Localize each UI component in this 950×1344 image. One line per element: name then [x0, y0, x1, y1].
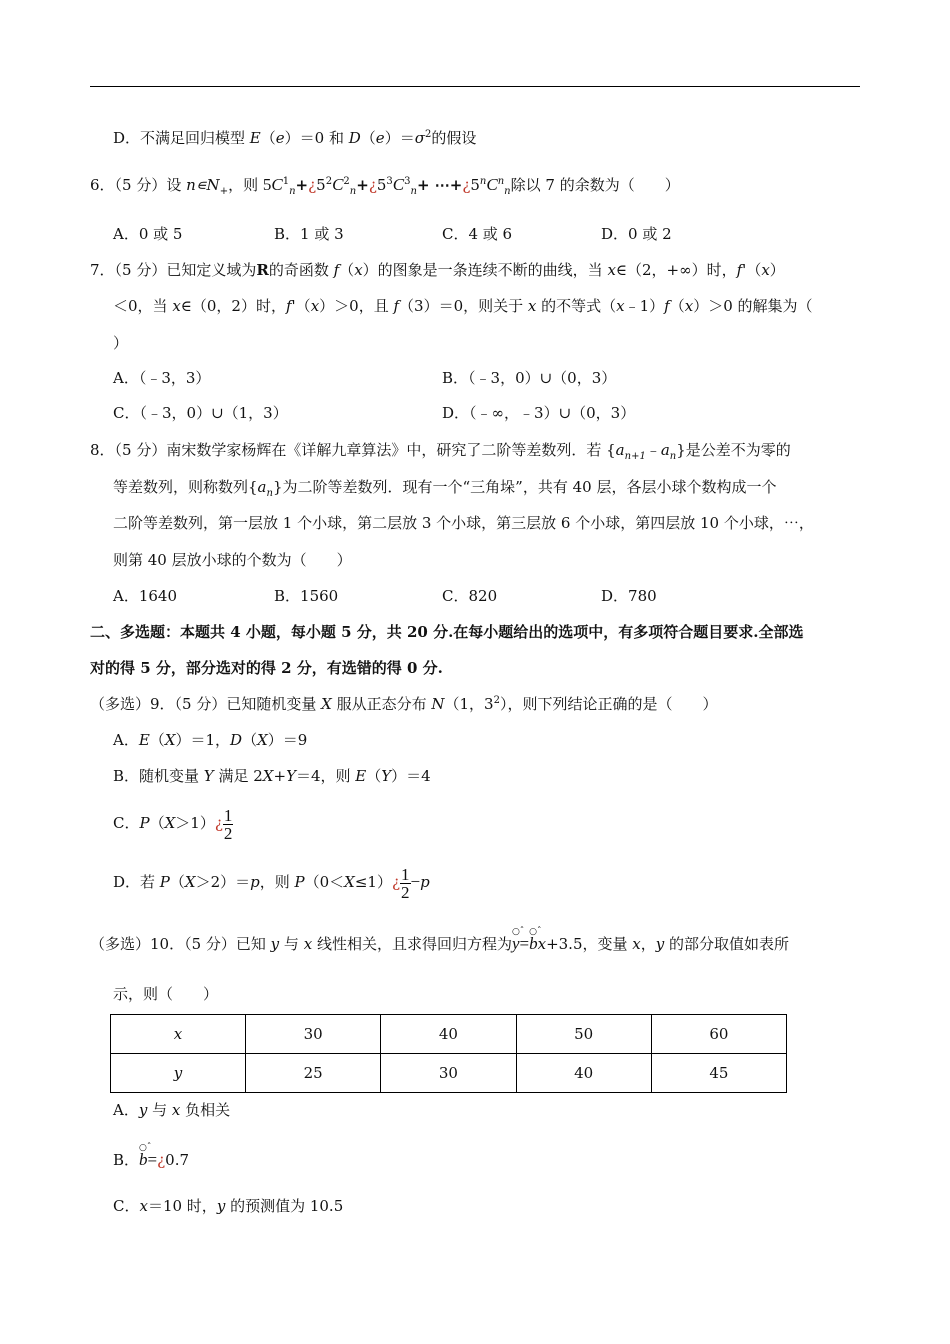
table-cell: y: [111, 1054, 246, 1093]
q6-option-a: A．0 或 5: [113, 225, 183, 243]
q9-option-d: D．若 P（X＞2）＝p，则 P（0＜X≤1）¿ $\frac{1}{2}$ −p: [113, 864, 430, 902]
q7-stem-line2: ＜0，当 x∈（0，2）时，f'（x）＞0，且 f（3）＝0，则关于 x 的不等式（x﹣1）f（x）＞0 的解集为（: [113, 297, 813, 315]
q6-option-c: C．4 或 6: [442, 225, 513, 243]
table-cell: 30: [381, 1054, 516, 1093]
q10-stem-line2: 示，则（ ）: [113, 985, 219, 1003]
q7-stem-line3: ）: [113, 334, 129, 352]
q7-option-a: A．（﹣3，3）: [113, 369, 211, 387]
q8-option-c: C．820: [442, 587, 498, 605]
q10-option-b: B． ○ˆ b=¿0.7: [113, 1143, 190, 1169]
section2-heading-line1: 二、多选题：本题共 4 小题，每小题 5 分，共 20 分.在每小题给出的选项中，有多项符合题目要求.全部选: [90, 623, 804, 641]
q7-stem-line1: 7．（5 分）已知定义域为R的奇函数 f（x）的图象是一条连续不断的曲线，当 x∈（2，+∞）时，f'（x）: [90, 261, 785, 279]
q7-option-c: C．（﹣3，0）∪（1，3）: [113, 404, 288, 422]
table-cell: 40: [516, 1054, 651, 1093]
q7-option-b: B．（﹣3，0）∪（0，3）: [442, 369, 617, 387]
q8-stem-line1: 8．（5 分）南宋数学家杨辉在《详解九章算法》中，研究了二阶等差数列．若 $\{a_{n+1}﹣a_n\}$是公差不为零的: [90, 441, 791, 462]
table-cell: 50: [516, 1015, 651, 1054]
q9-option-a: A．E（X）＝1，D（X）＝9: [113, 731, 308, 749]
fraction-one-half: $\frac{1}{2}$: [223, 805, 233, 843]
b-hat: ○ˆ b: [529, 927, 542, 953]
y-hat: ○ˆ y: [511, 927, 525, 953]
table-cell: 40: [381, 1015, 516, 1054]
q8-option-d: D．780: [601, 587, 657, 605]
q8-option-b: B．1560: [274, 587, 339, 605]
q8-stem-line3: 二阶等差数列，第一层放 1 个小球，第二层放 3 个小球，第三层放 6 个小球，第四层放 10 个小球，⋯，: [113, 514, 814, 532]
q10-option-a: A．y 与 x 负相关: [113, 1101, 231, 1119]
b-hat: ○ˆ b: [139, 1143, 152, 1169]
fraction-one-half: $\frac{1}{2}$: [401, 864, 410, 902]
q6-stem: 6．（5 分）设 $n∊N_+$，则 $5C^1_n+¿5^2C^2_n+¿5^3C^3_n+$ $\cdots+¿5^nC^n_n$除以 7 的余数为（ ）: [90, 175, 680, 197]
q8-stem-line4: 则第 40 层放小球的个数为（ ）: [113, 551, 352, 569]
q10-data-table: [110, 1014, 787, 1093]
q9-stem: （多选）9．（5 分）已知随机变量 X 服从正态分布 N（1，$3^2$），则下列结论正确的是（ ）: [90, 695, 718, 713]
q10-option-c: C．x＝10 时，y 的预测值为 10.5: [113, 1197, 344, 1215]
q6-option-b: B．1 或 3: [274, 225, 344, 243]
table-cell: 30: [246, 1015, 381, 1054]
q8-stem-line2: 等差数列，则称数列$\{a_n\}$为二阶等差数列．现有一个“三角垛”，共有 40 层，各层小球个数构成一个: [113, 478, 777, 499]
section2-heading-line2: 对的得 5 分，部分选对的得 2 分，有选错的得 0 分.: [90, 659, 443, 677]
header-rule: [90, 86, 860, 87]
q7-option-d: D．（﹣∞，﹣3）∪（0，3）: [442, 404, 636, 422]
table-cell: 60: [651, 1015, 786, 1054]
q8-option-a: A．1640: [113, 587, 178, 605]
q5-option-d: D．不满足回归模型 E（e）＝0 和 $D(e)=\sigma^2$的假设: [113, 129, 477, 147]
q9-option-b: B．随机变量 Y 满足 2X+Y＝4，则 E（Y）＝4: [113, 767, 431, 785]
table-cell: 45: [651, 1054, 786, 1093]
table-row: [111, 1054, 787, 1093]
q10-stem-line1: （多选）10．（5 分）已知 y 与 x 线性相关，且求得回归方程为 ○ˆ y= ○ˆ bx+3.5，变量 x，y 的部分取值如表所: [90, 927, 790, 953]
table-cell: x: [111, 1015, 246, 1054]
q9-option-c: C．P（X＞1）¿ $\frac{1}{2}$: [113, 805, 233, 843]
table-row: [111, 1015, 787, 1054]
table-cell: 25: [246, 1054, 381, 1093]
q6-option-d: D．0 或 2: [601, 225, 672, 243]
